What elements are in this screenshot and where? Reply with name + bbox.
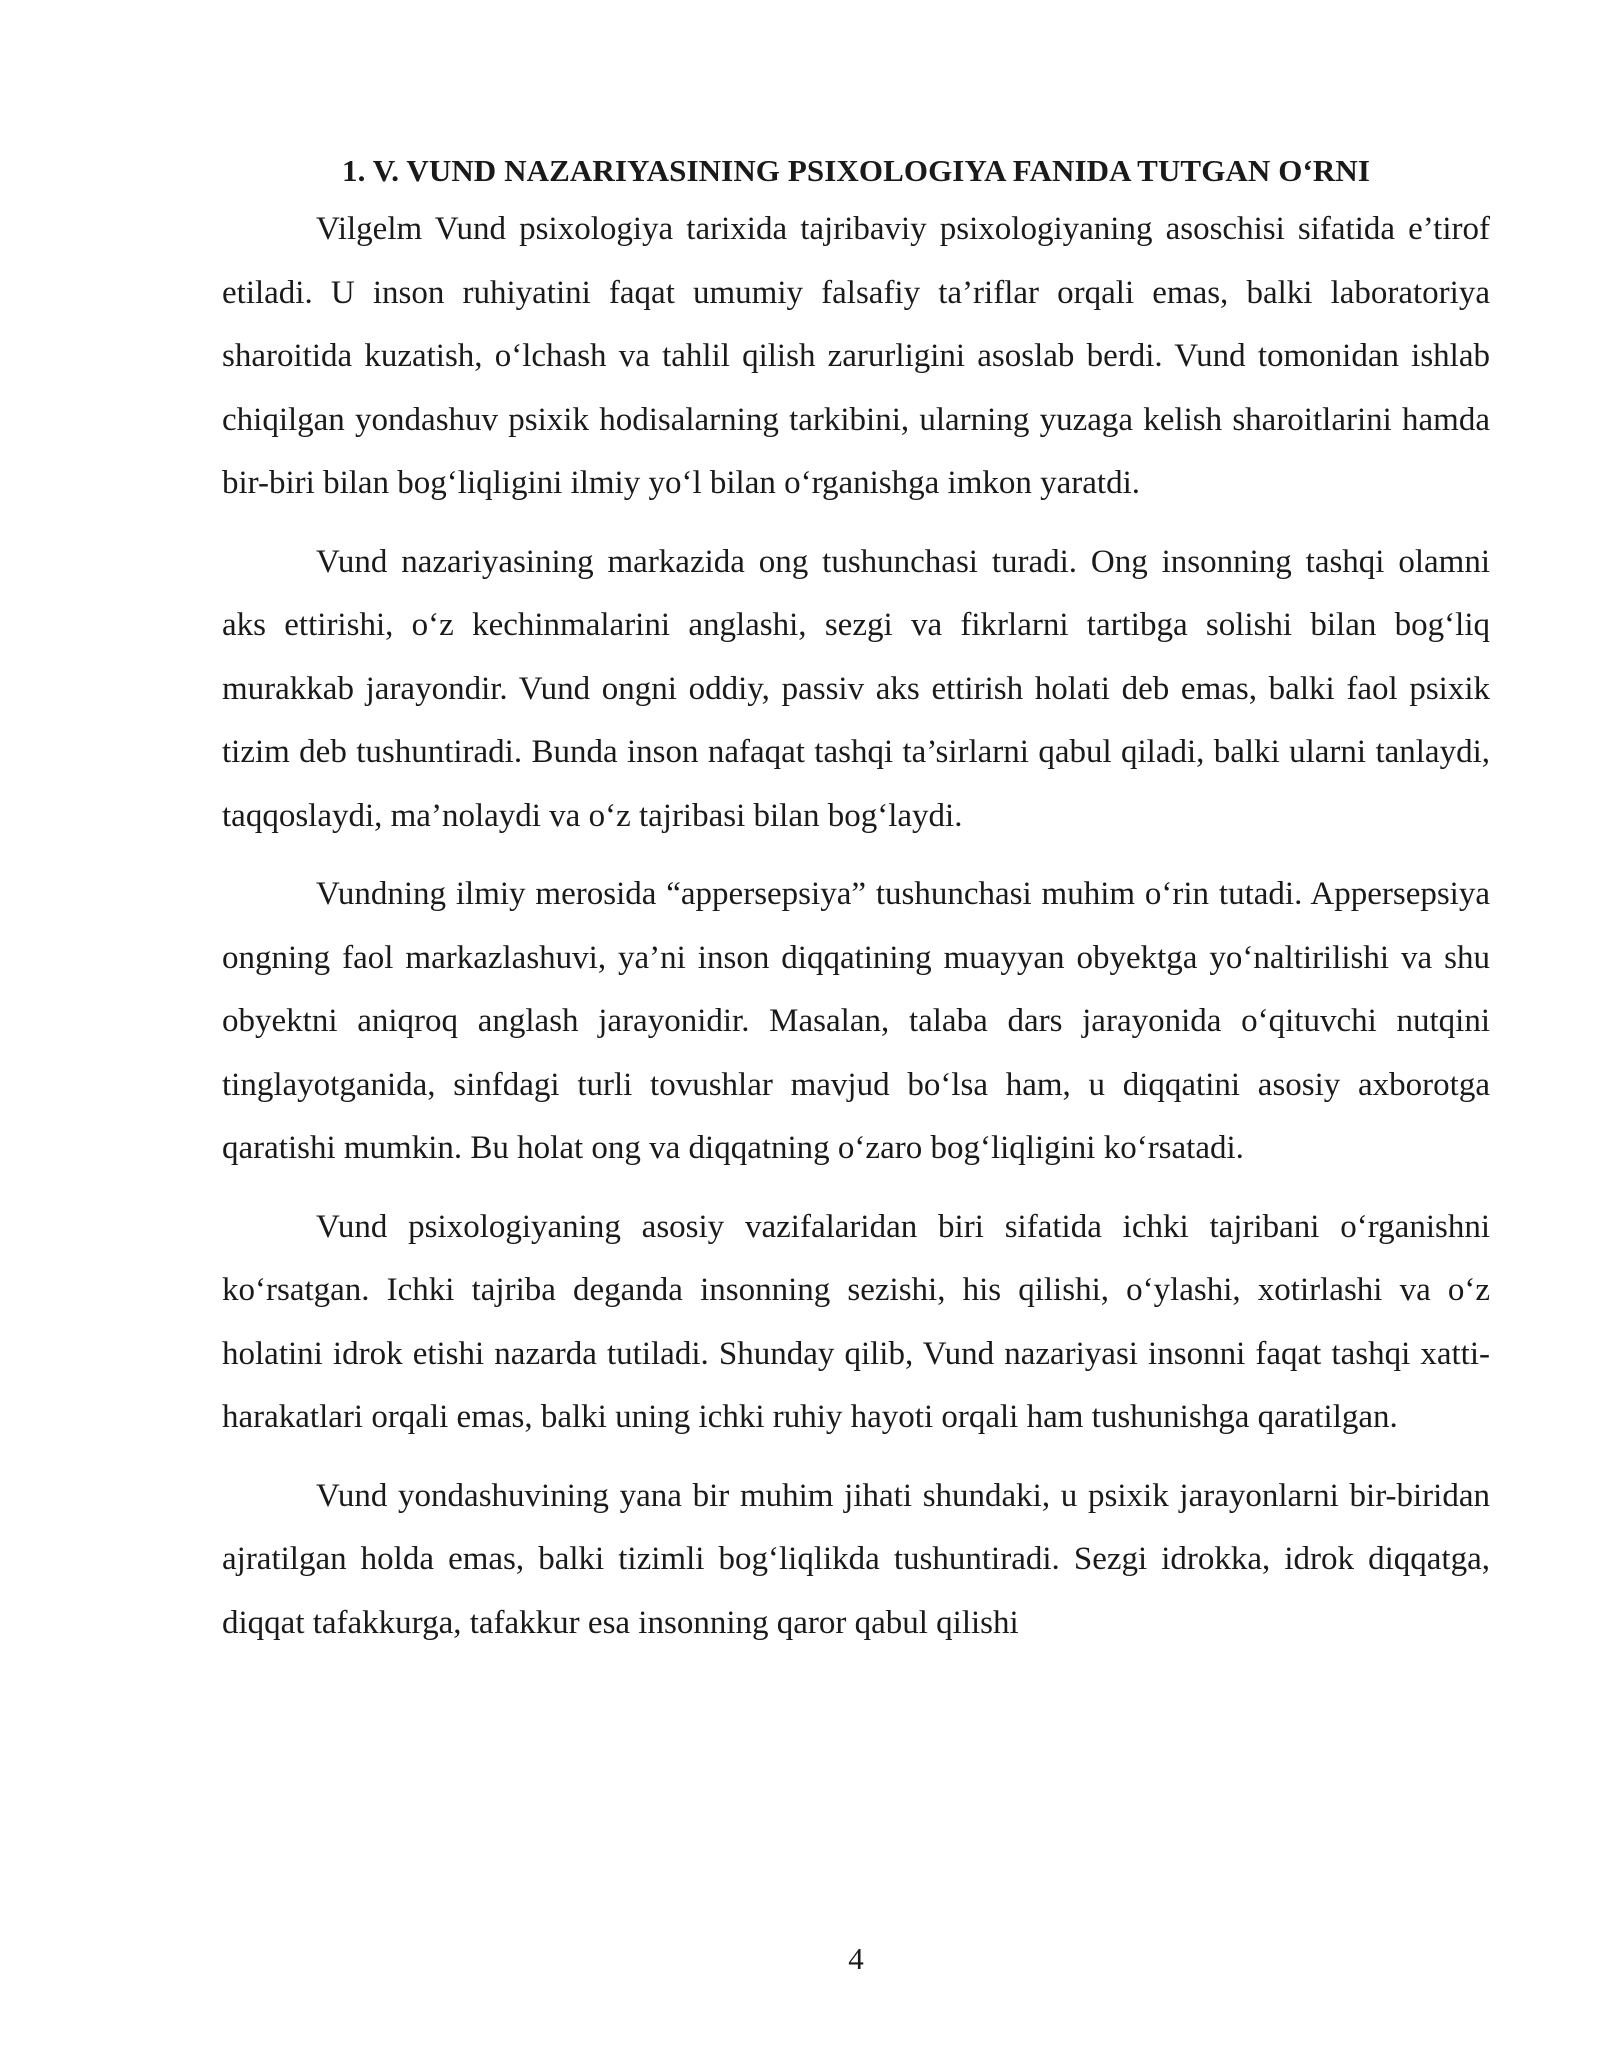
paragraph-3: Vundning ilmiy merosida “appersepsiya” tushunchasi muhim o‘rin tutadi. Appersepsiya ongning faol markazlashuvi, ya’ni inson diqqatining muayyan obyektga yo‘naltirilishi va shu obyektni aniqroq anglash jarayonidir. Masalan, talaba dars jarayonida o‘qituvchi nutqini tinglayotganida, sinfdagi turli tovushlar mavjud bo‘lsa ham, u diqqatini asosiy axborotga qaratishi mumkin. Bu holat ong va diqqatning o‘zaro bog‘liqligini ko‘rsatadi. [222, 876, 1490, 1166]
paragraph-4: Vund psixologiyaning asosiy vazifalaridan biri sifatida ichki tajribani o‘rganishni ko‘rsatgan. Ichki tajriba deganda insonning sezishi, his qilishi, o‘ylashi, xotirlashi va o‘z holatini idrok etishi nazarda tutiladi. Shunday qilib, Vund nazariyasi insonni faqat tashqi xatti-harakatlari orqali emas, balki uning ichki ruhiy hayoti orqali ham tushunishga qaratilgan. [222, 1208, 1490, 1435]
page-body [222, 152, 1490, 1670]
section-heading: 1. V. VUND NAZARIYASINING PSIXOLOGIYA FANIDA TUTGAN O‘RNI [341, 153, 1371, 188]
paragraph-2: Vund nazariyasining markazida ong tushunchasi turadi. Ong insonning tashqi olamni aks ettirishi, o‘z kechinmalarini anglashi, sezgi va fikrlarni tartibga solishi bilan bog‘liq murakkab jarayondir. Vund ongni oddiy, passiv aks ettirish holati deb emas, balki faol psixik tizim deb tushuntiradi. Bunda inson nafaqat tashqi ta’sirlarni qabul qiladi, balki ularni tanlaydi, taqqoslaydi, ma’nolaydi va o‘z tajribasi bilan bog‘laydi. [222, 543, 1490, 834]
page-number: 4 [848, 1941, 864, 1976]
paragraph-1: Vilgelm Vund psixologiya tarixida tajribaviy psixologiyaning asoschisi sifatida e’tirof etiladi. U inson ruhiyatini faqat umumiy falsafiy ta’riflar orqali emas, balki laboratoriya sharoitida kuzatish, o‘lchash va tahlil qilish zarurligini asoslab berdi. Vund tomonidan ishlab chiqilgan yondashuv psixik hodisalarning tarkibini, ularning yuzaga kelish sharoitlarini hamda bir-biri bilan bog‘liqligini ilmiy yo‘l bilan o‘rganishga imkon yaratdi. [222, 211, 1490, 501]
paragraph-5: Vund yondashuvining yana bir muhim jihati shundaki, u psixik jarayonlarni bir-biridan ajratilgan holda emas, balki tizimli bog‘liqlikda tushuntiradi. Sezgi idrokka, idrok diqqatga, diqqat tafakkurga, tafakkur esa insonning qaror qabul qilishi [222, 1477, 1490, 1641]
